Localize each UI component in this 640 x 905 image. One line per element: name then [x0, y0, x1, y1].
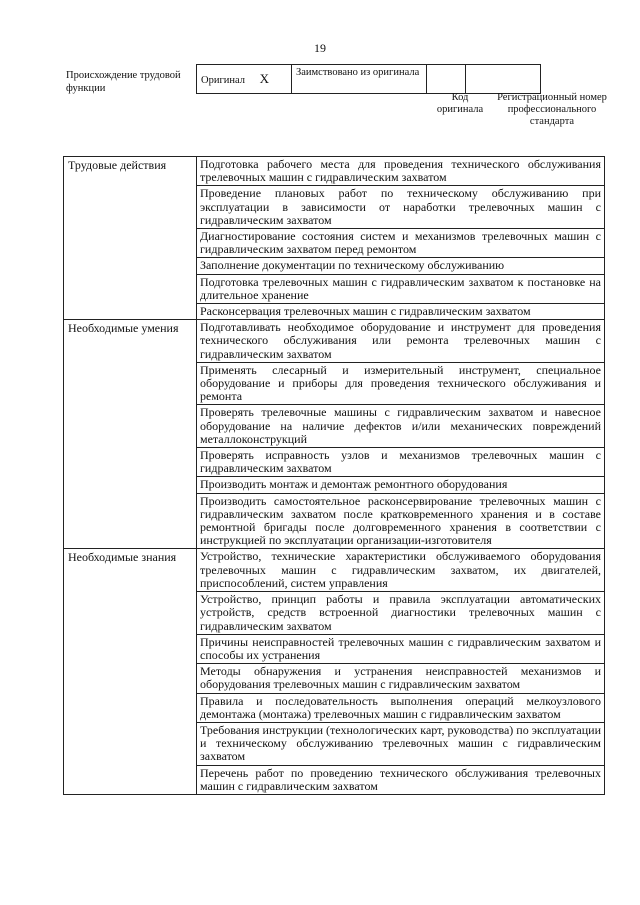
- section-heading: Необходимые знания: [64, 549, 197, 794]
- section-item: Производить самостоятельное расконсервирование трелевочных машин с гидравлическим захватом после кратковременного хранения и в составе ремонтной бригады после долговременного хранения в соответствии с инструкцией по эксплуатации организации-изготовителя: [197, 493, 605, 549]
- registration-number-label: Регистрационный номер профессионального стандарта: [497, 92, 607, 127]
- section-item: Диагностирование состояния систем и механизмов трелевочных машин с гидравлическим захватом перед ремонтом: [197, 229, 605, 258]
- code-original-label: Код оригинала: [436, 92, 484, 115]
- section-item: Подготовка трелевочных машин с гидравлическим захватом к постановке на длительное хранение: [197, 274, 605, 303]
- section-heading: Трудовые действия: [64, 157, 197, 320]
- original-mark: X: [259, 71, 270, 86]
- borrowed-cell: Заимствовано из оригинала: [292, 65, 427, 94]
- labor-function-table: [63, 156, 605, 795]
- page-number: 19: [314, 41, 326, 55]
- reg-number-cell: [466, 65, 541, 94]
- section-item: Подготавливать необходимое оборудование и инструмент для проведения технического обслуживания или ремонта трелевочных машин с гидравлическим захватом: [197, 320, 605, 363]
- section-item: Производить монтаж и демонтаж ремонтного оборудования: [197, 477, 605, 493]
- section-item: Устройство, технические характеристики обслуживаемого оборудования трелевочных машин с гидравлическим захватом, их двигателей, приспособлений, систем управления: [197, 549, 605, 592]
- section-item: Проверять исправность узлов и механизмов трелевочных машин с гидравлическим захватом: [197, 448, 605, 477]
- section-item: Требования инструкции (технологических карт, руководства) по эксплуатации и техническому обслуживанию трелевочных машин с гидравлическим захватом: [197, 722, 605, 765]
- section-item: Проведение плановых работ по техническому обслуживанию при эксплуатации в зависимости от наработки трелевочных машин с гидравлическим захватом: [197, 186, 605, 229]
- section-item: Подготовка рабочего места для проведения технического обслуживания трелевочных машин с гидравлическим захватом: [197, 157, 605, 186]
- origin-label: Происхождение трудовой функции: [66, 70, 181, 94]
- section-item: Причины неисправностей трелевочных машин с гидравлическим захватом и способы их устранения: [197, 634, 605, 663]
- section-item: Перечень работ по проведению технического обслуживания трелевочных машин с гидравлическим захватом: [197, 765, 605, 794]
- section-item: Проверять трелевочные машины с гидравлическим захватом и навесное оборудование на наличие дефектов и/или механических повреждений металлоконструкций: [197, 405, 605, 448]
- table-row: [64, 157, 605, 186]
- section-item: Применять слесарный и измерительный инструмент, специальное оборудование и приборы для проведения технического обслуживания и ремонта: [197, 362, 605, 405]
- code-cell: [427, 65, 466, 94]
- section-item: Методы обнаружения и устранения неисправностей механизмов и оборудования трелевочных машин с гидравлическим захватом: [197, 664, 605, 693]
- table-row: [64, 549, 605, 592]
- original-cell: [197, 65, 292, 94]
- table-row: [64, 320, 605, 363]
- section-item: Расконсервация трелевочных машин с гидравлическим захватом: [197, 304, 605, 320]
- section-item: Заполнение документации по техническому обслуживанию: [197, 258, 605, 274]
- section-heading: Необходимые умения: [64, 320, 197, 549]
- section-item: Правила и последовательность выполнения операций мелкоузлового демонтажа (монтажа) трелевочных машин с гидравлическим захватом: [197, 693, 605, 722]
- original-label: Оригинал: [201, 75, 245, 86]
- origin-table: [196, 64, 541, 94]
- section-item: Устройство, принцип работы и правила эксплуатации автоматических устройств, средств встроенной диагностики трелевочных машин с гидравлическим захватом: [197, 592, 605, 635]
